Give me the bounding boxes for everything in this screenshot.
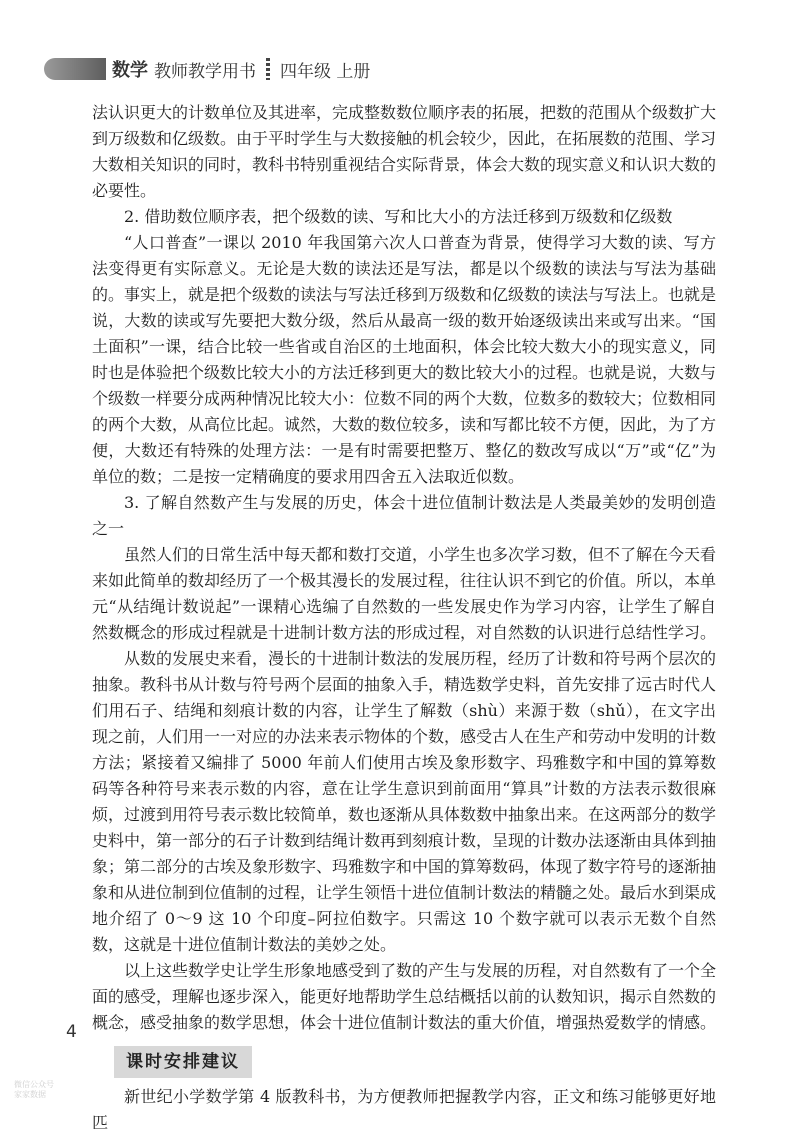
- header-grade: 四年级 上册: [280, 61, 371, 82]
- paragraph-continuation: 法认识更大的计数单位及其进率，完成整数数位顺序表的拓展，把数的范围从个级数扩大到万级数和亿级数。由于平时学生与大数接触的机会较少，因此，在拓展数的范围、学习大数相关知识的同时，教科书特别重视结合实际背景，体会大数的现实意义和认识大数的必要性。: [92, 103, 717, 200]
- header-book: 教师教学用书: [154, 61, 256, 82]
- page-number: 4: [66, 1022, 77, 1042]
- section-title-box: 课时安排建议: [114, 1046, 252, 1078]
- running-header: [112, 56, 370, 82]
- header-subject: 数学: [112, 60, 148, 81]
- point-heading-3: 3. 了解自然数产生与发展的历史，体会十进位值制计数法是人类最美妙的发明创造之一: [92, 493, 716, 538]
- header-separator: [266, 58, 270, 80]
- watermark-line-2: 家家数据: [14, 1090, 46, 1099]
- watermark: [14, 1080, 54, 1100]
- paragraph-history-detail: 从数的发展史来看，漫长的十进制计数法的发展历程，经历了计数和符号两个层次的抽象。教科书从计数与符号两个层面的抽象入手，精选数学史料，首先安排了远古时代人们用石子、结绳和刻痕计数的内容，让学生了解数（shù）来源于数（shǔ），在文字出现之前，人们用一一对应的办法来表示物体的个数，感受古人在生产和劳动中发明的计数方法；紧接着又编排了 5000 年前人们使用古埃及象形数字、玛雅数字和中国的算筹数码等各种符号来表示数的内容，意在让学生意识到前面用“算具”计数的方法表示数很麻烦，过渡到用符号表示数比较简单，数也逐渐从具体数数中抽象出来。在这两部分的数学史料中，第一部分的石子计数到结绳计数再到刻痕计数，呈现的计数办法逐渐由具体到抽象；第二部分的古埃及象形数字、玛雅数字和中国的算筹数码，体现了数字符号的逐渐抽象和从进位制到位值制的过程，让学生领悟十进位值制计数法的精髓之处。最后水到渠成地介绍了 0～9 这 10 个印度–阿拉伯数字。只需这 10 个数字就可以表示无数个自然数，这就是十进位值制计数法的美妙之处。: [92, 649, 717, 954]
- header-decoration-bar: [44, 58, 106, 80]
- paragraph-big-numbers: “人口普查”一课以 2010 年我国第六次人口普查为背景，使得学习大数的读、写方法变得更有实际意义。无论是大数的读法还是写法，都是以个级数的读法与写法为基础的。事实上，就是把个级数的读法与写法迁移到万级数和亿级数的读法与写法上。也就是说，大数的读或写先要把大数分级，然后从最高一级的数开始逐级读出来或写出来。“国土面积”一课，结合比较一些省或自治区的土地面积，体会比较大数大小的现实意义，同时也是体验把个级数比较大小的方法迁移到更大的数比较大小的过程。也就是说，大数与个级数一样要分成两种情况比较大小：位数不同的两个大数，位数多的数较大；位数相同的两个大数，从高位比起。诚然，大数的数位较多，读和写都比较不方便，因此，为了方便，大数还有特殊的处理方法：一是有时需要把整万、整亿的数改写成以“万”或“亿”为单位的数；二是按一定精确度的要求用四舍五入法取近似数。: [92, 233, 717, 486]
- watermark-line-1: 微信公众号: [14, 1080, 54, 1089]
- paragraph-summary: 以上这些数学史让学生形象地感受到了数的产生与发展的历程，对自然数有了一个全面的感受，理解也逐步深入，能更好地帮助学生总结概括以前的认数知识，揭示自然数的概念，感受抽象的数学思想，体会十进位值制计数法的重大价值，增强热爱数学的情感。: [92, 961, 717, 1032]
- point-heading-2: 2. 借助数位顺序表，把个级数的读、写和比大小的方法迁移到万级数和亿级数: [124, 207, 673, 226]
- page-body: [92, 100, 716, 1136]
- paragraph-section-start: 新世纪小学数学第 4 版教科书，为方便教师把握教学内容，正文和练习能够更好地匹: [92, 1087, 716, 1132]
- paragraph-history-intro: 虽然人们的日常生活中每天都和数打交道，小学生也多次学习数，但不了解在今天看来如此简单的数却经历了一个极其漫长的发展过程，往往认识不到它的价值。所以，本单元“从结绳计数说起”一课精心选编了自然数的一些发展史作为学习内容，让学生了解自然数概念的形成过程就是十进制计数方法的形成过程，对自然数的认识进行总结性学习。: [92, 545, 717, 642]
